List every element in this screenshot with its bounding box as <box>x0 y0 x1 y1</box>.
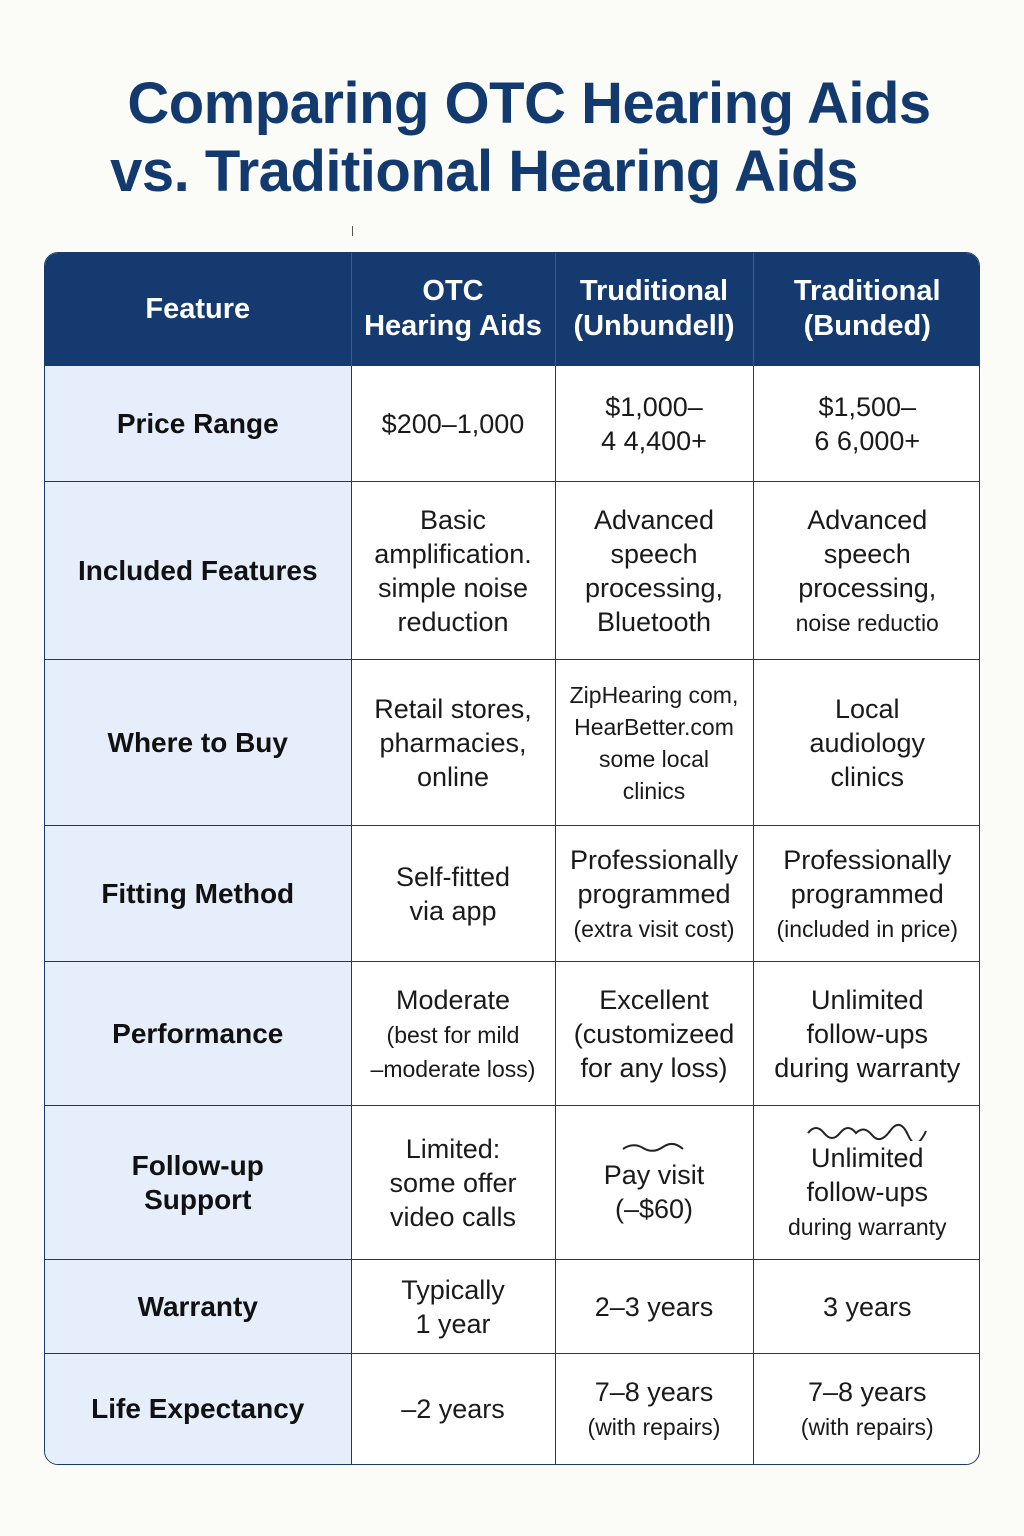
otc-cell: Retail stores, pharmacies, online <box>351 660 555 826</box>
unbundled-cell: 7–8 years (with repairs) <box>555 1354 753 1464</box>
otc-cell: Self-fitted via app <box>351 826 555 962</box>
unbundled-cell: Advanced speech processing, Bluetooth <box>555 482 753 660</box>
otc-cell: Moderate (best for mild –moderate loss) <box>351 962 555 1106</box>
table-row <box>45 366 980 482</box>
otc-cell: –2 years <box>351 1354 555 1464</box>
unbundled-cell: Professionally programmed (extra visit cost) <box>555 826 753 962</box>
table-header-row <box>45 253 980 366</box>
otc-cell: Typically 1 year <box>351 1260 555 1354</box>
feature-cell: Fitting Method <box>45 826 351 962</box>
title-line-1: Comparing OTC Hearing Aids <box>127 71 931 136</box>
feature-cell: Price Range <box>45 366 351 482</box>
page-title <box>0 70 1024 206</box>
stray-tick-mark <box>352 226 353 236</box>
header-feature: Feature <box>45 253 351 366</box>
table-row <box>45 482 980 660</box>
otc-cell: Limited: some offer video calls <box>351 1106 555 1260</box>
otc-cell: Basic amplification. simple noise reduction <box>351 482 555 660</box>
comparison-table <box>44 252 980 1465</box>
unbundled-cell: Pay visit (–$60) <box>555 1106 753 1260</box>
header-otc: OTC Hearing Aids <box>351 253 555 366</box>
table-row <box>45 660 980 826</box>
otc-cell: $200–1,000 <box>351 366 555 482</box>
feature-cell: Where to Buy <box>45 660 351 826</box>
feature-cell: Follow-up Support <box>45 1106 351 1260</box>
scribble-mark <box>760 1123 976 1141</box>
bundled-cell: 7–8 years (with repairs) <box>753 1354 980 1464</box>
table-row <box>45 1260 980 1354</box>
bundled-cell: 3 years <box>753 1260 980 1354</box>
table-row <box>45 1354 980 1464</box>
bundled-cell: Unlimited follow-ups during warranty <box>753 962 980 1106</box>
feature-cell: Performance <box>45 962 351 1106</box>
table-row <box>45 962 980 1106</box>
unbundled-cell: 2–3 years <box>555 1260 753 1354</box>
table-row <box>45 1106 980 1260</box>
bundled-cell: $1,500– 6 6,000+ <box>753 366 980 482</box>
feature-cell: Included Features <box>45 482 351 660</box>
title-line-2: vs. Traditional Hearing Aids <box>110 139 858 204</box>
unbundled-cell: ZipHearing com, HearBetter.com some local clinics <box>555 660 753 826</box>
header-traditional-unbundled: Truditional (Unbundell) <box>555 253 753 366</box>
feature-cell: Life Expectancy <box>45 1354 351 1464</box>
table-row <box>45 826 980 962</box>
unbundled-cell: Excellent (customizeed for any loss) <box>555 962 753 1106</box>
unbundled-cell: $1,000– 4 4,400+ <box>555 366 753 482</box>
bundled-cell: Professionally programmed (included in price) <box>753 826 980 962</box>
scribble-mark <box>562 1140 747 1158</box>
bundled-cell: Unlimited follow-ups during warranty <box>753 1106 980 1260</box>
feature-cell: Warranty <box>45 1260 351 1354</box>
header-traditional-bundled: Traditional (Bunded) <box>753 253 980 366</box>
bundled-cell: Advanced speech processing, noise reductio <box>753 482 980 660</box>
bundled-cell: Local audiology clinics <box>753 660 980 826</box>
